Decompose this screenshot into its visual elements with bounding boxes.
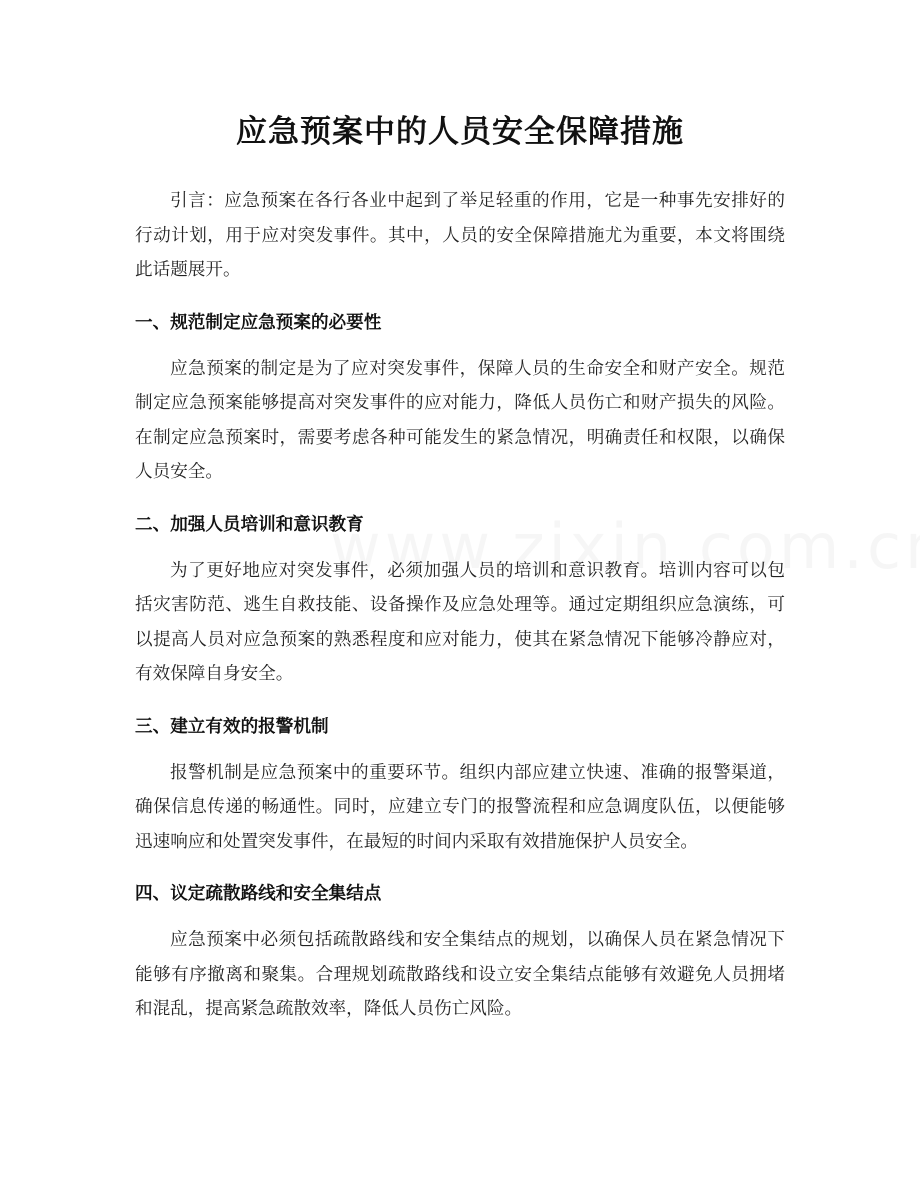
intro-paragraph: 引言：应急预案在各行各业中起到了举足轻重的作用，它是一种事先安排好的行动计划，用于应对突发事件。其中，人员的安全保障措施尤为重要，本文将围绕此话题展开。 — [135, 191, 785, 280]
section-body-1: 应急预案的制定是为了应对突发事件，保障人员的生命安全和财产安全。规范制定应急预案能够提高对突发事件的应对能力，降低人员伤亡和财产损失的风险。在制定应急预案时，需要考虑各种可能发生的紧急情况，明确责任和权限，以确保人员安全。 — [135, 358, 785, 482]
section-heading-2: 二、加强人员培训和意识教育 — [135, 514, 364, 535]
section-heading-1: 一、规范制定应急预案的必要性 — [135, 312, 382, 333]
section-body-4: 应急预案中必须包括疏散路线和安全集结点的规划，以确保人员在紧急情况下能够有序撤离和聚集。合理规划疏散路线和设立安全集结点能够有效避免人员拥堵和混乱，提高紧急疏散效率，降低人员伤亡风险。 — [135, 930, 785, 1019]
document-title: 应急预案中的人员安全保障措施 — [236, 114, 684, 150]
section-body-2: 为了更好地应对突发事件，必须加强人员的培训和意识教育。培训内容可以包括灾害防范、逃生自救技能、设备操作及应急处理等。通过定期组织应急演练，可以提高人员对应急预案的熟悉程度和应对能力，使其在紧急情况下能够冷静应对，有效保障自身安全。 — [135, 560, 785, 684]
section-heading-3: 三、建立有效的报警机制 — [135, 716, 329, 737]
section-body-3: 报警机制是应急预案中的重要环节。组织内部应建立快速、准确的报警渠道，确保信息传递的畅通性。同时，应建立专门的报警流程和应急调度队伍，以便能够迅速响应和处置突发事件，在最短的时间内采取有效措施保护人员安全。 — [135, 762, 785, 852]
section-heading-4: 四、议定疏散路线和安全集结点 — [135, 884, 382, 904]
